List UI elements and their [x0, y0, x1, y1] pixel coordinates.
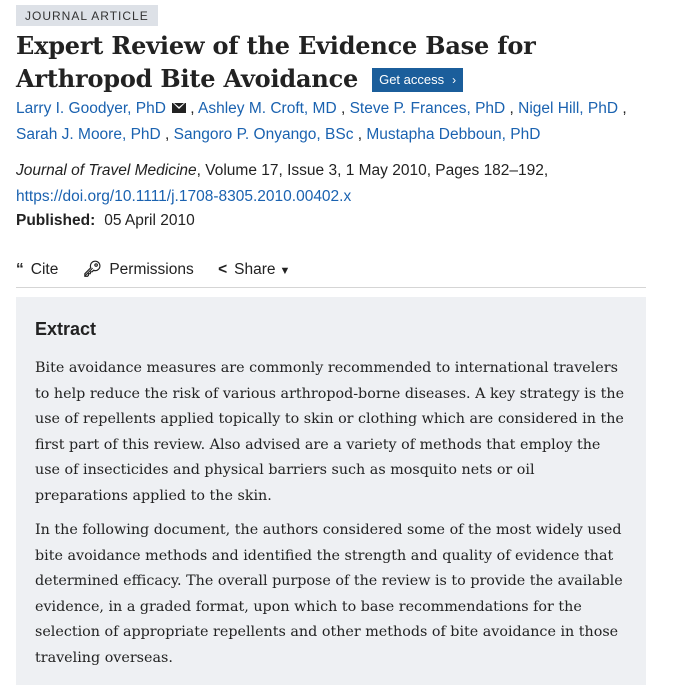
journal-name: Journal of Travel Medicine — [16, 162, 197, 179]
permissions-button[interactable] — [83, 258, 194, 282]
envelope-icon[interactable] — [172, 103, 186, 113]
cite-button[interactable] — [16, 258, 58, 282]
published-date: 05 April 2010 — [104, 212, 195, 229]
author-link[interactable]: Larry I. Goodyer, PhD — [16, 100, 166, 117]
chevron-right-icon: › — [452, 73, 457, 87]
author-list — [16, 96, 666, 148]
get-access-button[interactable] — [372, 68, 463, 92]
citation-info — [16, 158, 656, 210]
article-type-badge: JOURNAL ARTICLE — [16, 5, 158, 26]
published-date-row — [16, 209, 195, 233]
share-label: Share — [234, 261, 276, 278]
author-link[interactable]: Sarah J. Moore, PhD — [16, 126, 161, 143]
extract-paragraph: Bite avoidance measures are commonly recommended to international travelers to help reduce the risk of various arthropod-borne diseases. A key strategy is the use of repellents applied topically to skin or clothing which are considered in the first part of this review. Also advised are a variety of methods that employ the use of insecticides and physical barriers such as mosquito nets or oil preparations applied to the skin. — [35, 360, 625, 504]
share-button[interactable] — [218, 258, 290, 283]
author-separator: , — [160, 126, 174, 143]
share-nodes-icon: < — [218, 261, 228, 278]
cite-label: Cite — [30, 261, 59, 278]
extract-heading: Extract — [35, 319, 97, 339]
author-separator: , — [618, 100, 627, 117]
doi-link[interactable]: https://doi.org/10.1111/j.1708-8305.2010.00402.x — [16, 188, 352, 205]
key-icon: 🔑︎ — [82, 261, 103, 278]
caret-down-icon: ▼ — [279, 265, 291, 277]
published-label: Published: — [16, 212, 96, 229]
section-divider — [16, 287, 646, 288]
citation-details: , Volume 17, Issue 3, 1 May 2010, Pages 182–192, — [196, 162, 549, 179]
author-separator: , — [185, 100, 198, 117]
author-link[interactable]: Mustapha Debboun, PhD — [366, 126, 541, 143]
extract-paragraph: In the following document, the authors considered some of the most widely used bite avoidance methods and identified the strength and quality of evidence that determined efficacy. The overall purpose of the review is to provide the available evidence, in a graded format, upon which to base recommendations for the selection of appropriate repellents and other methods of bite avoidance in those traveling overseas. — [35, 522, 623, 666]
author-link[interactable]: Steve P. Frances, PhD — [349, 100, 506, 117]
author-link[interactable]: Nigel Hill, PhD — [518, 100, 619, 117]
author-link[interactable]: Sangoro P. Onyango, BSc — [173, 126, 354, 143]
article-toolbar — [16, 258, 310, 283]
author-separator: , — [505, 100, 519, 117]
author-link[interactable]: Ashley M. Croft, MD — [197, 100, 337, 117]
get-access-label: Get access — [379, 72, 445, 87]
author-separator: , — [353, 126, 367, 143]
extract-section — [16, 297, 646, 685]
author-separator: , — [336, 100, 350, 117]
quote-icon: “ — [16, 261, 24, 278]
article-title-text: Expert Review of the Evidence Base for Arthropod Bite Avoidance — [16, 31, 536, 93]
article-title — [16, 29, 656, 95]
permissions-label: Permissions — [109, 261, 194, 278]
